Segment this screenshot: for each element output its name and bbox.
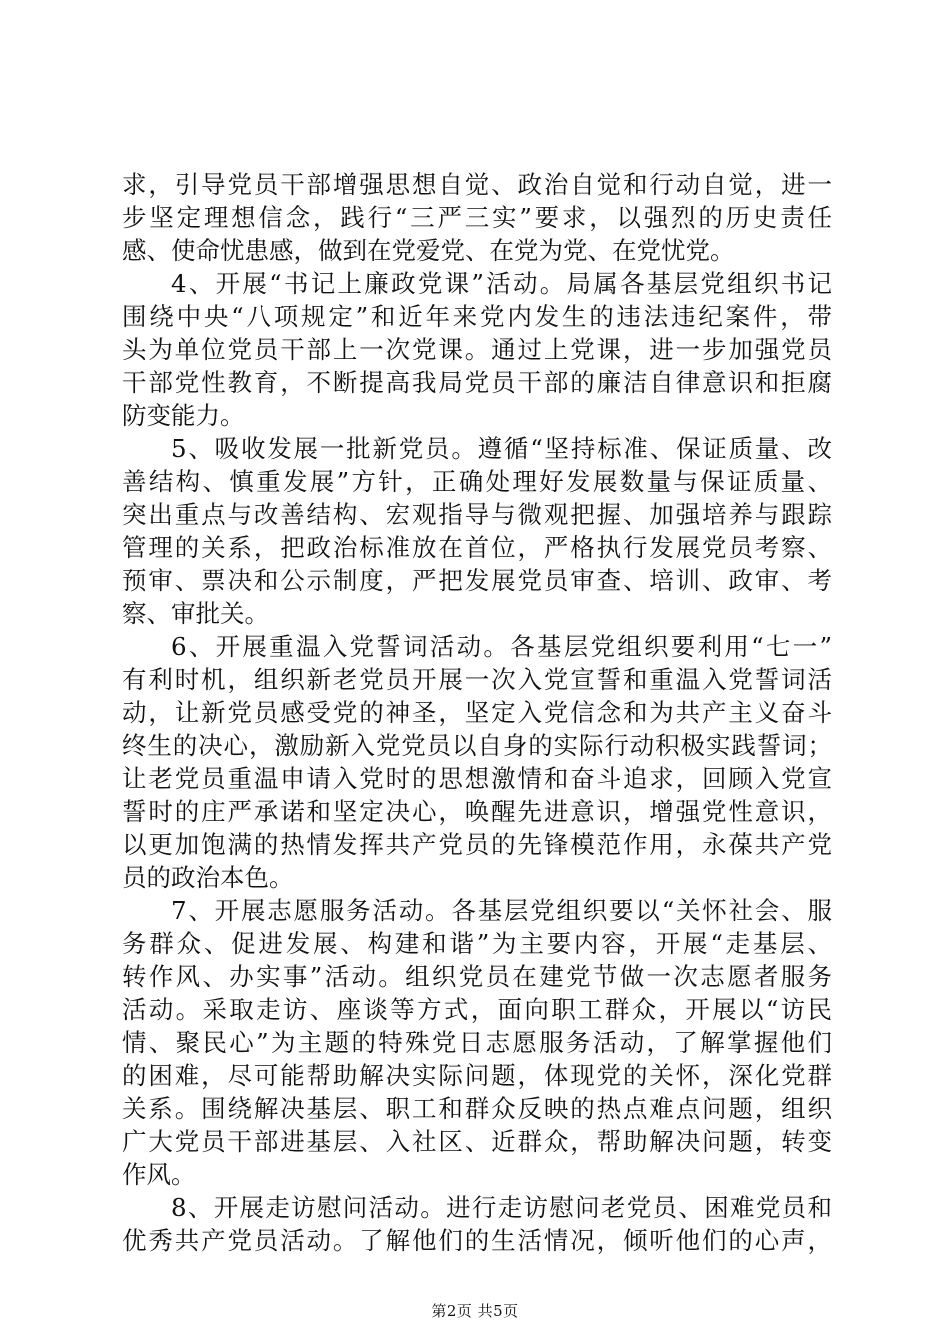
text-line: 5、吸收发展一批新党员。遵循“坚持标准、保证质量、改 [171,434,832,463]
text-line: 让老党员重温申请入党时的思想激情和奋斗追求，回顾入党宣 [122,764,832,793]
text-line: 作风。 [122,1160,196,1189]
text-line: 6、开展重温入党誓词活动。各基层党组织要利用“七一” [171,632,832,661]
text-line: 8、开展走访慰问活动。进行走访慰问老党员、困难党员和 [171,1193,832,1222]
text-line: 的困难，尽可能帮助解决实际问题，体现党的关怀，深化党群 [122,1061,832,1090]
text-line: 务群众、促进发展、构建和谐”为主要内容，开展“走基层、 [122,929,832,958]
text-line: 关系。围绕解决基层、职工和群众反映的热点难点问题，组织 [122,1094,832,1123]
text-line: 步坚定理想信念，践行“三严三实”要求，以强烈的历史责任 [122,203,832,232]
text-line: 干部党性教育，不断提高我局党员干部的廉洁自律意识和拒腐 [122,368,832,397]
text-line: 突出重点与改善结构、宏观指导与微观把握、加强培养与跟踪 [122,500,832,529]
text-line: 优秀共产党员活动。了解他们的生活情况，倾听他们的心声， [122,1226,832,1255]
text-line: 察、审批关。 [122,599,269,628]
text-line: 求，引导党员干部增强思想自觉、政治自觉和行动自觉，进一 [122,170,832,199]
text-line: 终生的决心，激励新入党党员以自身的实际行动积极实践誓词； [122,731,832,760]
text-line: 围绕中央“八项规定”和近年来党内发生的违法违纪案件，带 [122,302,832,331]
text-line: 预审、票决和公示制度，严把发展党员审查、培训、政审、考 [122,566,832,595]
text-line: 员的政治本色。 [122,863,294,892]
text-line: 誓时的庄严承诺和坚定决心，唤醒先进意识，增强党性意识， [122,797,832,826]
text-line: 动，让新党员感受党的神圣，坚定入党信念和为共产主义奋斗 [122,698,832,727]
paragraph [122,894,832,1191]
text-line: 以更加饱满的热情发挥共产党员的先锋模范作用，永葆共产党 [122,830,832,859]
text-line: 感、使命忧患感，做到在党爱党、在党为党、在党忧党。 [122,236,735,265]
document-body [122,168,832,1257]
text-line: 头为单位党员干部上一次党课。通过上党课，进一步加强党员 [122,335,832,364]
paragraph [122,630,832,894]
text-line: 转作风、办实事”活动。组织党员在建党节做一次志愿者服务 [122,962,832,991]
text-line: 4、开展“书记上廉政党课”活动。局属各基层党组织书记 [171,269,832,298]
text-line: 活动。采取走访、座谈等方式，面向职工群众，开展以“访民 [122,995,832,1024]
text-line: 防变能力。 [122,401,245,430]
page-number-footer: 第2页 共5页 [431,1302,519,1320]
paragraph [122,1191,832,1257]
paragraph [122,432,832,630]
text-line: 善结构、慎重发展”方针，正确处理好发展数量与保证质量、 [122,467,832,496]
text-line: 7、开展志愿服务活动。各基层党组织要以“关怀社会、服 [171,896,832,925]
paragraph [122,168,832,267]
text-line: 管理的关系，把政治标准放在首位，严格执行发展党员考察、 [122,533,832,562]
text-line: 有利时机，组织新老党员开展一次入党宣誓和重温入党誓词活 [122,665,832,694]
text-line: 情、聚民心”为主题的特殊党日志愿服务活动，了解掌握他们 [122,1028,832,1057]
paragraph [122,267,832,432]
text-line: 广大党员干部进基层、入社区、近群众，帮助解决问题，转变 [122,1127,832,1156]
